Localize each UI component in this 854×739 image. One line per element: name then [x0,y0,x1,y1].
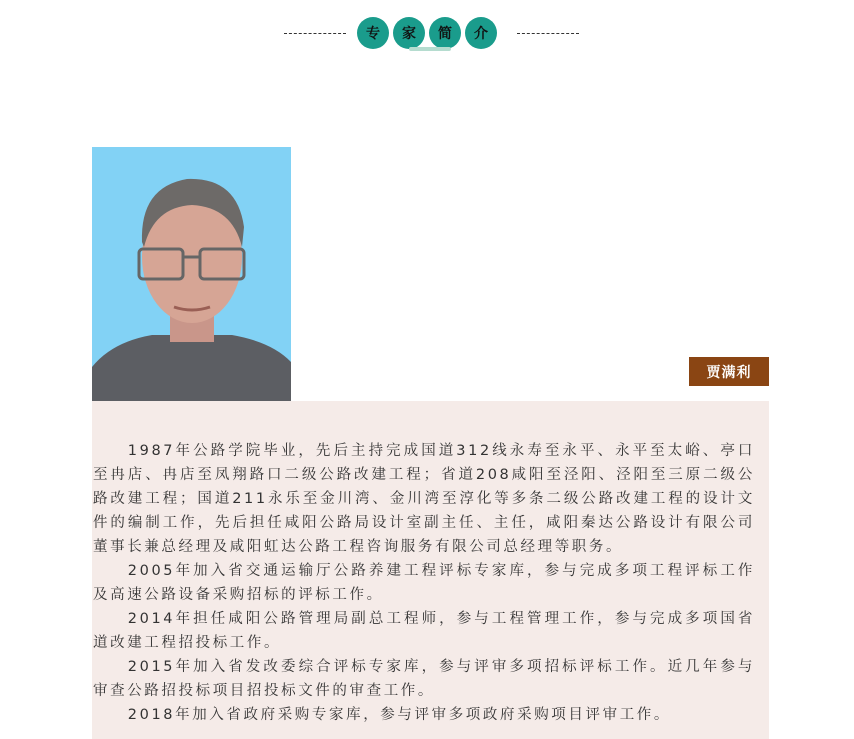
bio-paragraph: 2014年担任咸阳公路管理局副总工程师，参与工程管理工作，参与完成多项国省道改建工程招投标工作。 [93,611,755,651]
title-char: 家 [393,17,425,49]
dotted-divider-left [284,33,346,34]
title-char: 专 [357,17,389,49]
expert-bio [92,401,769,739]
expert-photo [92,147,291,411]
bio-paragraph: 2005年加入省交通运输厅公路养建工程评标专家库，参与完成多项工程评标工作及高速公路设备采购招标的评标工作。 [93,563,755,603]
section-title [357,17,497,49]
dotted-divider-right [517,33,579,34]
title-char: 介 [465,17,497,49]
bio-paragraph: 2015年加入省发改委综合评标专家库，参与评审多项招标评标工作。近几年参与审查公路招投标项目招投标文件的审查工作。 [93,659,755,699]
title-underline [409,47,451,51]
bio-paragraph: 2018年加入省政府采购专家库，参与评审多项政府采购项目评审工作。 [127,707,671,723]
bio-paragraph: 1987年公路学院毕业，先后主持完成国道312线永寿至永平、永平至太峪、亭口至冉店、冉店至凤翔路口二级公路改建工程；省道208咸阳至泾阳、泾阳至三原二级公路改建工程；国道211永乐至金川湾、金川湾至淳化等多条二级公路改建工程的设计文件的编制工作，先后担任咸阳公路局设计室副主任、主任，咸阳秦达公路设计有限公司董事长兼总经理及咸阳虹达公路工程咨询服务有限公司总经理等职务。 [93,443,755,555]
expert-name-tag: 贾满利 [689,357,769,386]
title-char: 简 [429,17,461,49]
